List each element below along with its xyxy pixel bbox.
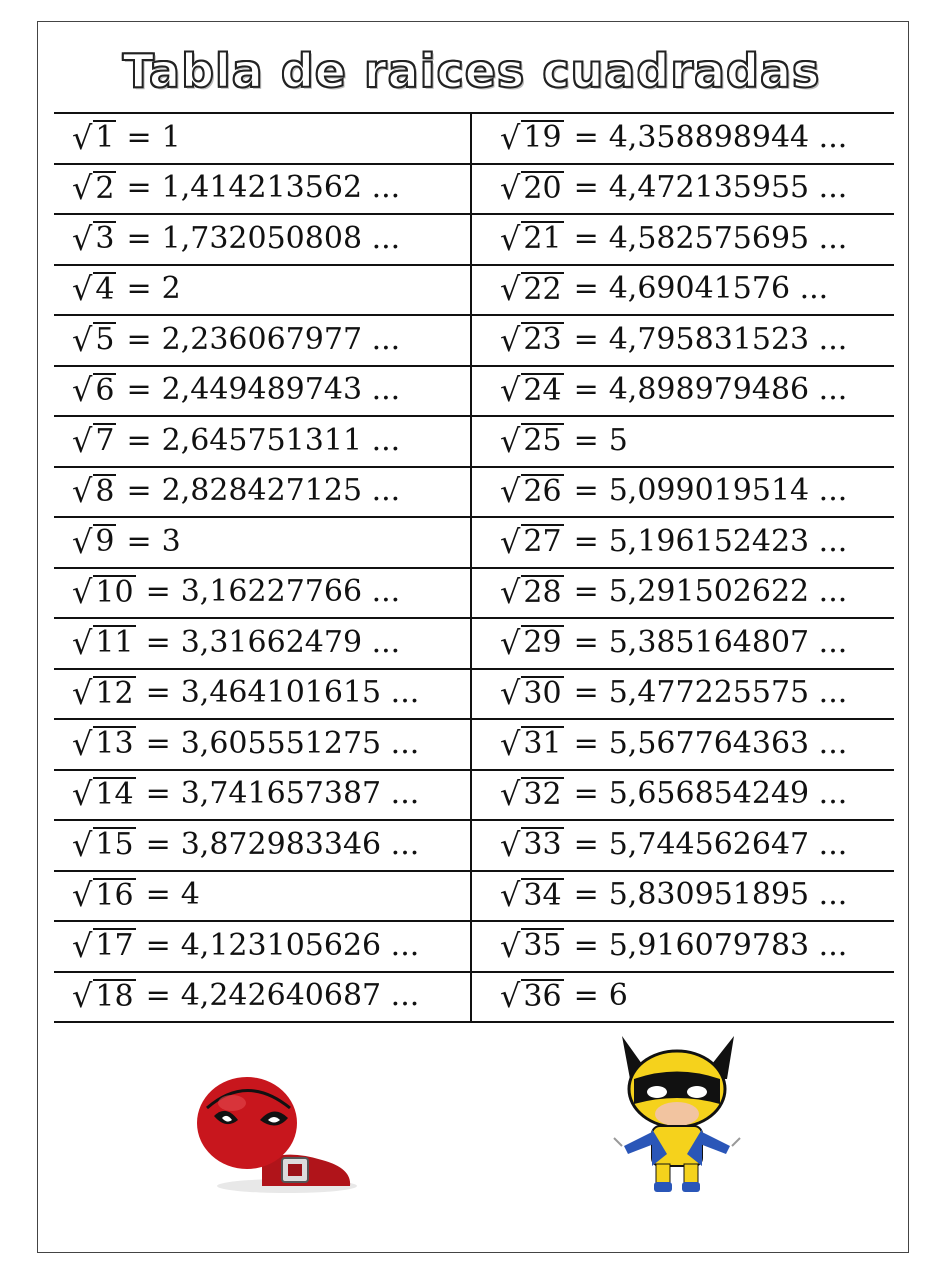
root-value: 3,16227766 ... bbox=[180, 574, 401, 609]
root-entry bbox=[72, 668, 462, 718]
radical-sign: √ 23 bbox=[500, 320, 562, 359]
radicand: 36 bbox=[523, 978, 562, 1014]
root-entry bbox=[72, 617, 462, 667]
radicand: 33 bbox=[523, 827, 562, 863]
root-entry bbox=[500, 920, 890, 970]
root-value: 1,414213562 ... bbox=[161, 170, 401, 205]
root-entry bbox=[500, 819, 890, 869]
radical-sign: √ 21 bbox=[500, 219, 562, 258]
equals-sign: = bbox=[126, 119, 152, 155]
root-value: 5,385164807 ... bbox=[608, 624, 848, 660]
radical-sign: √ 2 bbox=[72, 169, 115, 208]
root-value: 2,828427125 ... bbox=[161, 473, 401, 508]
root-entry bbox=[72, 567, 462, 617]
equals-sign: = bbox=[573, 927, 599, 963]
radical-sign: √ 4 bbox=[72, 270, 115, 309]
equals-sign: = bbox=[126, 220, 152, 256]
root-value: 3,741657387 ... bbox=[180, 776, 420, 811]
radical-sign: √ 14 bbox=[72, 775, 134, 814]
equals-sign: = bbox=[573, 220, 599, 256]
equals-sign: = bbox=[145, 978, 171, 1013]
equals-sign: = bbox=[126, 170, 152, 205]
root-entry bbox=[72, 971, 462, 1021]
equals-sign: = bbox=[573, 574, 599, 609]
root-value: 4,582575695 ... bbox=[608, 220, 848, 256]
root-entry bbox=[72, 415, 462, 465]
root-entry bbox=[72, 264, 462, 314]
equals-sign: = bbox=[573, 675, 599, 710]
radicand: 15 bbox=[95, 827, 134, 863]
root-entry bbox=[500, 567, 890, 617]
root-value: 4,69041576 ... bbox=[608, 271, 829, 306]
radicand: 22 bbox=[523, 271, 562, 307]
radicand: 11 bbox=[95, 625, 134, 661]
root-value: 4,358898944 ... bbox=[608, 119, 848, 155]
radical-sign: √ 33 bbox=[500, 825, 562, 864]
radical-sign: √ 5 bbox=[72, 320, 115, 359]
radical-sign: √ 24 bbox=[500, 371, 562, 410]
root-value: 4,242640687 ... bbox=[180, 978, 420, 1013]
radicand: 20 bbox=[523, 170, 562, 206]
root-entry bbox=[72, 718, 462, 768]
radical-sign: √ 11 bbox=[72, 623, 134, 662]
radicand: 24 bbox=[523, 372, 562, 408]
root-entry bbox=[500, 971, 890, 1021]
radicand: 9 bbox=[95, 524, 115, 560]
radical-sign: √ 29 bbox=[500, 623, 562, 662]
equals-sign: = bbox=[573, 271, 599, 306]
root-value: 5,656854249 ... bbox=[608, 776, 848, 811]
radical-sign: √ 35 bbox=[500, 926, 562, 965]
root-value: 4 bbox=[180, 877, 200, 912]
radicand: 16 bbox=[95, 877, 134, 913]
radical-sign: √ 6 bbox=[72, 371, 115, 410]
root-entry bbox=[500, 415, 890, 465]
root-entry bbox=[500, 213, 890, 263]
root-entry bbox=[500, 112, 890, 162]
root-entry bbox=[500, 516, 890, 566]
root-value: 2 bbox=[161, 271, 181, 306]
radical-sign: √ 7 bbox=[72, 421, 115, 460]
radical-sign: √ 10 bbox=[72, 573, 134, 612]
radical-sign: √ 18 bbox=[72, 977, 134, 1016]
equals-sign: = bbox=[126, 422, 152, 458]
root-entry bbox=[500, 617, 890, 667]
page-title: Tabla de raices cuadradas bbox=[122, 44, 821, 98]
equals-sign: = bbox=[145, 574, 171, 609]
radicand: 10 bbox=[95, 574, 134, 610]
radicand: 35 bbox=[523, 928, 562, 964]
root-entry bbox=[72, 920, 462, 970]
equals-sign: = bbox=[573, 877, 599, 912]
radical-sign: √ 26 bbox=[500, 472, 562, 511]
equals-sign: = bbox=[573, 170, 599, 205]
radicand: 30 bbox=[523, 675, 562, 711]
radical-sign: √ 12 bbox=[72, 674, 134, 713]
radical-sign: √ 30 bbox=[500, 674, 562, 713]
root-value: 4,795831523 ... bbox=[608, 321, 848, 357]
root-value: 2,645751311 ... bbox=[161, 422, 401, 458]
radicand: 32 bbox=[523, 776, 562, 812]
equals-sign: = bbox=[126, 271, 152, 306]
radical-sign: √ 15 bbox=[72, 825, 134, 864]
radicand: 18 bbox=[95, 978, 134, 1014]
radicand: 7 bbox=[95, 423, 115, 459]
radical-sign: √ 36 bbox=[500, 977, 562, 1016]
root-entry bbox=[500, 365, 890, 415]
root-value: 4,123105626 ... bbox=[180, 927, 420, 963]
root-value: 1,732050808 ... bbox=[161, 220, 401, 256]
radicand: 26 bbox=[523, 473, 562, 509]
root-value: 5,916079783 ... bbox=[608, 927, 848, 963]
root-value: 5,196152423 ... bbox=[608, 523, 848, 559]
row-divider bbox=[54, 1021, 894, 1023]
root-value: 1 bbox=[161, 119, 181, 155]
root-entry bbox=[500, 314, 890, 364]
equals-sign: = bbox=[145, 927, 171, 963]
radical-sign: √ 34 bbox=[500, 876, 562, 915]
root-value: 5,477225575 ... bbox=[608, 675, 848, 710]
equals-sign: = bbox=[126, 523, 152, 559]
equals-sign: = bbox=[145, 877, 171, 912]
radicand: 31 bbox=[523, 726, 562, 762]
radicand: 28 bbox=[523, 574, 562, 610]
deadpool-figure bbox=[192, 1068, 362, 1198]
root-entry bbox=[72, 870, 462, 920]
equals-sign: = bbox=[126, 372, 152, 407]
root-entry bbox=[72, 769, 462, 819]
root-entry bbox=[72, 516, 462, 566]
radicand: 34 bbox=[523, 877, 562, 913]
equals-sign: = bbox=[126, 321, 152, 357]
radicand: 27 bbox=[523, 524, 562, 560]
root-value: 2,236067977 ... bbox=[161, 321, 401, 357]
equals-sign: = bbox=[145, 826, 171, 862]
equals-sign: = bbox=[573, 523, 599, 559]
radical-sign: √ 31 bbox=[500, 724, 562, 763]
root-value: 2,449489743 ... bbox=[161, 372, 401, 407]
equals-sign: = bbox=[573, 826, 599, 862]
radical-sign: √ 20 bbox=[500, 169, 562, 208]
radical-sign: √ 3 bbox=[72, 219, 115, 258]
radical-sign: √ 32 bbox=[500, 775, 562, 814]
root-value: 5,567764363 ... bbox=[608, 725, 848, 761]
radical-sign: √ 13 bbox=[72, 724, 134, 763]
root-entry bbox=[72, 112, 462, 162]
radical-sign: √ 9 bbox=[72, 522, 115, 561]
radicand: 23 bbox=[523, 322, 562, 358]
root-value: 5 bbox=[608, 422, 628, 458]
equals-sign: = bbox=[573, 473, 599, 508]
root-value: 5,830951895 ... bbox=[608, 877, 848, 912]
radicand: 4 bbox=[95, 271, 115, 307]
radical-sign: √ 17 bbox=[72, 926, 134, 965]
root-value: 3,872983346 ... bbox=[180, 826, 420, 862]
radicand: 3 bbox=[95, 221, 115, 257]
equals-sign: = bbox=[573, 422, 599, 458]
root-entry bbox=[72, 466, 462, 516]
radicand: 14 bbox=[95, 776, 134, 812]
root-value: 5,744562647 ... bbox=[608, 826, 848, 862]
radicand: 1 bbox=[95, 120, 115, 156]
radical-sign: √ 19 bbox=[500, 118, 562, 157]
equals-sign: = bbox=[145, 776, 171, 811]
root-value: 3,464101615 ... bbox=[180, 675, 420, 710]
equals-sign: = bbox=[145, 624, 171, 660]
root-value: 5,099019514 ... bbox=[608, 473, 848, 508]
radicand: 25 bbox=[523, 423, 562, 459]
equals-sign: = bbox=[573, 372, 599, 407]
equals-sign: = bbox=[573, 624, 599, 660]
equals-sign: = bbox=[573, 119, 599, 155]
equals-sign: = bbox=[145, 725, 171, 761]
radicand: 2 bbox=[95, 170, 115, 206]
root-entry bbox=[500, 163, 890, 213]
root-value: 3,31662479 ... bbox=[180, 624, 401, 660]
radicand: 6 bbox=[95, 372, 115, 408]
root-entry bbox=[500, 870, 890, 920]
root-value: 5,291502622 ... bbox=[608, 574, 848, 609]
radical-sign: √ 28 bbox=[500, 573, 562, 612]
radicand: 13 bbox=[95, 726, 134, 762]
radicand: 5 bbox=[95, 322, 115, 358]
radicand: 19 bbox=[523, 120, 562, 156]
equals-sign: = bbox=[126, 473, 152, 508]
equals-sign: = bbox=[145, 675, 171, 710]
root-value: 6 bbox=[608, 978, 628, 1013]
root-value: 3 bbox=[161, 523, 181, 559]
root-entry bbox=[500, 769, 890, 819]
radical-sign: √ 22 bbox=[500, 270, 562, 309]
root-entry bbox=[72, 163, 462, 213]
radical-sign: √ 16 bbox=[72, 876, 134, 915]
wolverine-figure bbox=[612, 1034, 742, 1194]
radical-sign: √ 1 bbox=[72, 118, 115, 157]
radicand: 29 bbox=[523, 625, 562, 661]
radical-sign: √ 8 bbox=[72, 472, 115, 511]
radical-sign: √ 27 bbox=[500, 522, 562, 561]
root-entry bbox=[500, 718, 890, 768]
root-value: 4,898979486 ... bbox=[608, 372, 848, 407]
root-value: 4,472135955 ... bbox=[608, 170, 848, 205]
radicand: 8 bbox=[95, 473, 115, 509]
radical-sign: √ 25 bbox=[500, 421, 562, 460]
radicand: 21 bbox=[523, 221, 562, 257]
root-entry bbox=[72, 213, 462, 263]
root-entry bbox=[72, 314, 462, 364]
root-entry bbox=[500, 668, 890, 718]
root-entry bbox=[72, 819, 462, 869]
equals-sign: = bbox=[573, 321, 599, 357]
radicand: 12 bbox=[95, 675, 134, 711]
equals-sign: = bbox=[573, 776, 599, 811]
equals-sign: = bbox=[573, 725, 599, 761]
root-entry bbox=[72, 365, 462, 415]
equals-sign: = bbox=[573, 978, 599, 1013]
root-entry bbox=[500, 264, 890, 314]
root-entry bbox=[500, 466, 890, 516]
root-value: 3,605551275 ... bbox=[180, 725, 420, 761]
radicand: 17 bbox=[95, 928, 134, 964]
